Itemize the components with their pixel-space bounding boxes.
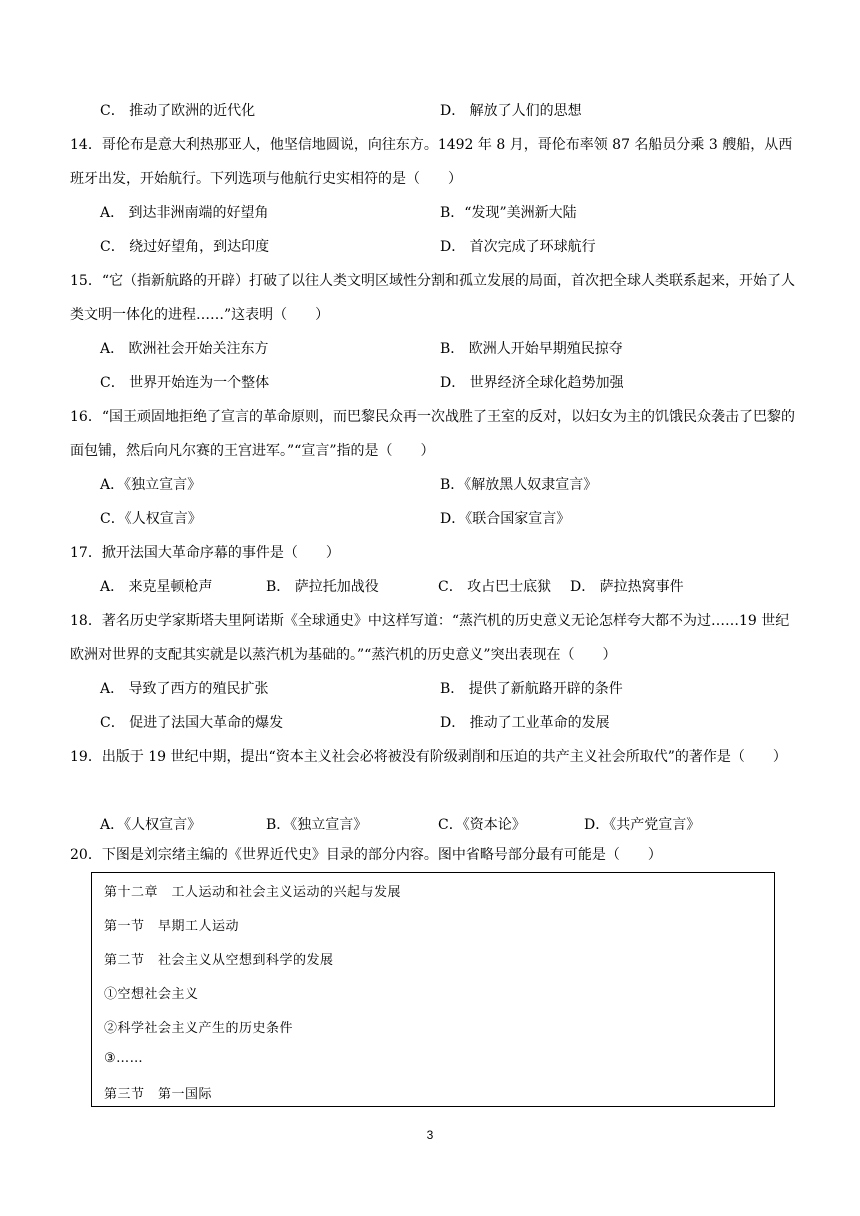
q18-option-c[interactable]: C． 促进了法国大革命的爆发 <box>100 715 284 731</box>
question-number: 20． <box>70 847 102 863</box>
q15-option-b[interactable]: B． 欧洲人开始早期殖民掠夺 <box>440 341 623 357</box>
q18-options-row2 <box>100 706 800 740</box>
question-stem: “国王顽固地拒绝了宣言的革命原则，而巴黎民众再一次战胜了王室的反对，以妇女为主的饥饿民众袭击了巴黎的面包铺，然后向凡尔赛的王宫进军。”“宣言”指的是（ ） <box>70 409 795 459</box>
question-14 <box>70 128 795 196</box>
q13-options <box>100 94 800 128</box>
question-number: 19． <box>70 749 102 765</box>
q15-option-c[interactable]: C． 世界开始连为一个整体 <box>100 375 270 391</box>
q16-option-d[interactable]: D．《联合国家宣言》 <box>440 511 571 527</box>
question-15 <box>70 264 795 332</box>
question-18 <box>70 604 795 672</box>
q17-option-d[interactable]: D． 萨拉热窝事件 <box>570 579 684 595</box>
q18-options-row1 <box>100 672 800 706</box>
toc-section-2: 第二节 社会主义从空想到科学的发展 <box>104 953 334 968</box>
q16-options-row2 <box>100 502 800 536</box>
q18-option-a[interactable]: A． 导致了西方的殖民扩张 <box>100 681 269 697</box>
q16-options-row1 <box>100 468 800 502</box>
page-number: 3 <box>426 1128 434 1142</box>
q16-option-c[interactable]: C．《人权宣言》 <box>100 511 202 527</box>
question-stem: 掀开法国大革命序幕的事件是（ ） <box>101 545 340 561</box>
q15-option-a[interactable]: A． 欧洲社会开始关注东方 <box>100 341 269 357</box>
q15-options-row1 <box>100 332 800 366</box>
q19-option-a[interactable]: A．《人权宣言》 <box>100 817 202 833</box>
toc-chapter-title: 第十二章 工人运动和社会主义运动的兴起与发展 <box>104 885 402 900</box>
q18-option-d[interactable]: D． 推动了工业革命的发展 <box>440 715 610 731</box>
q19-options <box>100 808 800 842</box>
question-stem: 著名历史学家斯塔夫里阿诺斯《全球通史》中这样写道：“蒸汽机的历史意义无论怎样夸大都不为过……19 世纪欧洲对世界的支配其实就是以蒸汽机为基础的。”“蒸汽机的历史意义”突出表现在（ ） <box>70 613 790 663</box>
toc-section-3: 第三节 第一国际 <box>104 1087 213 1102</box>
table-of-contents-box <box>91 872 775 1107</box>
question-stem: 哥伦布是意大利热那亚人，他坚信地圆说，向往东方。1492 年 8 月，哥伦布率领 87 名船员分乘 3 艘船，从西班牙出发，开始航行。下列选项与他航行史实相符的是（ ） <box>70 137 793 187</box>
question-20 <box>70 838 795 872</box>
question-number: 17． <box>70 545 102 561</box>
q15-option-d[interactable]: D． 世界经济全球化趋势加强 <box>440 375 624 391</box>
q19-option-b[interactable]: B．《独立宣言》 <box>266 817 368 833</box>
question-16 <box>70 400 795 468</box>
q17-options <box>100 570 800 604</box>
question-number: 16． <box>70 409 102 425</box>
q17-option-a[interactable]: A． 来克星顿枪声 <box>100 579 213 595</box>
q18-option-b[interactable]: B． 提供了新航路开辟的条件 <box>440 681 623 697</box>
q14-options-row1 <box>100 196 800 230</box>
question-number: 15． <box>70 273 102 289</box>
q14-option-d[interactable]: D． 首次完成了环球航行 <box>440 239 596 255</box>
question-19 <box>70 740 795 774</box>
question-stem: 下图是刘宗绪主编的《世界近代史》目录的部分内容。图中省略号部分最有可能是（ ） <box>101 847 662 863</box>
q17-option-b[interactable]: B． 萨拉托加战役 <box>266 579 379 595</box>
q15-options-row2 <box>100 366 800 400</box>
q19-option-c[interactable]: C．《资本论》 <box>438 817 526 833</box>
question-stem: 出版于 19 世纪中期，提出“资本主义社会必将被没有阶级剥削和压迫的共产主义社会所取代”的著作是（ ） <box>101 749 787 765</box>
q13-option-c[interactable]: C． 推动了欧洲的近代化 <box>100 103 256 119</box>
q14-option-c[interactable]: C． 绕过好望角，到达印度 <box>100 239 270 255</box>
q16-option-b[interactable]: B．《解放黑人奴隶宣言》 <box>440 477 598 493</box>
toc-section-1: 第一节 早期工人运动 <box>104 919 240 934</box>
question-number: 18． <box>70 613 102 629</box>
q14-option-b[interactable]: B．“发现”美洲新大陆 <box>440 205 577 221</box>
toc-subitem-2: ②科学社会主义产生的历史条件 <box>104 1021 294 1036</box>
q19-option-d[interactable]: D．《共产党宣言》 <box>584 817 701 833</box>
toc-subitem-3: ③…… <box>104 1051 144 1066</box>
question-number: 14． <box>70 137 102 153</box>
toc-subitem-1: ①空想社会主义 <box>104 987 199 1002</box>
q14-options-row2 <box>100 230 800 264</box>
q13-option-d[interactable]: D． 解放了人们的思想 <box>440 103 582 119</box>
question-17 <box>70 536 795 570</box>
q14-option-a[interactable]: A． 到达非洲南端的好望角 <box>100 205 269 221</box>
question-stem: “它（指新航路的开辟）打破了以往人类文明区域性分割和孤立发展的局面，首次把全球人类联系起来，开始了人类文明一体化的进程……”这表明（ ） <box>70 273 795 323</box>
q16-option-a[interactable]: A．《独立宣言》 <box>100 477 202 493</box>
q17-option-c[interactable]: C． 攻占巴士底狱 <box>438 579 552 595</box>
